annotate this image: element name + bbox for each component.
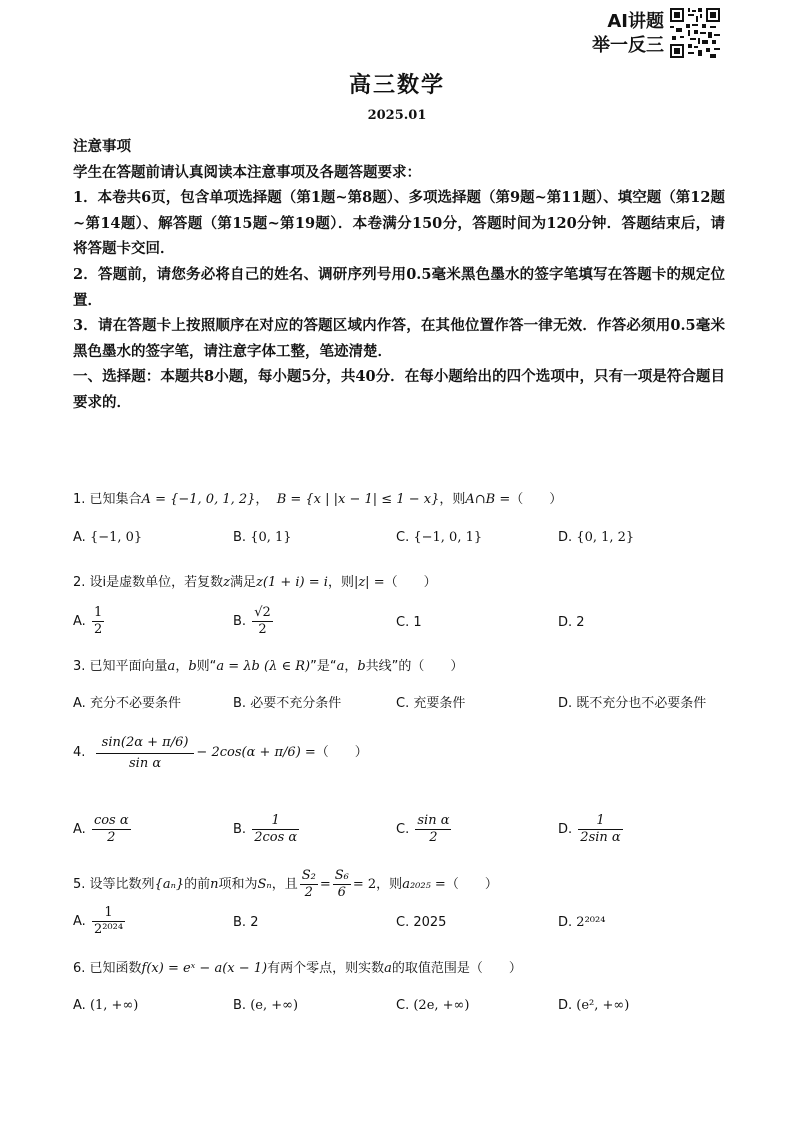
- q3-vec-b: b: [188, 659, 197, 674]
- q5-var-n: n: [210, 877, 219, 892]
- question-1: [73, 488, 733, 507]
- option-label: A.: [73, 822, 86, 837]
- q5-stem-c: 项和为: [218, 877, 258, 892]
- q3-stem-d: 共线”的（ ）: [365, 659, 464, 674]
- badge-text: [580, 10, 664, 58]
- fraction-num: 1: [252, 813, 299, 830]
- q3-option-d[interactable]: [558, 692, 706, 711]
- fraction-den: 6: [337, 885, 346, 900]
- q2-expr: z(1 + i) = i: [256, 575, 328, 590]
- option-label: D.: [558, 822, 573, 837]
- option-label: D.: [558, 615, 573, 630]
- option-value: (1, +∞): [89, 998, 139, 1013]
- fraction-den: 2: [429, 830, 438, 845]
- q1-option-d[interactable]: [558, 530, 634, 545]
- option-label: B.: [233, 614, 247, 629]
- option-value: 2: [576, 615, 585, 630]
- option-fraction: [252, 813, 299, 846]
- q3-option-a[interactable]: [73, 692, 181, 711]
- option-value: 充要条件: [413, 696, 466, 711]
- q2-blank: （ ）: [384, 575, 437, 590]
- q5-stem: 5. 设等比数列: [73, 877, 155, 892]
- fraction-den: 2: [93, 622, 103, 637]
- q1-set-b: B = {x | |x − 1| ≤ 1 − x}: [276, 492, 440, 507]
- q5-blank: （ ）: [445, 877, 498, 892]
- option-value: 1: [413, 615, 422, 630]
- q1-stem: 1. 已知集合: [73, 492, 142, 507]
- q1-blank: （ ）: [510, 492, 563, 507]
- fraction-den: 2: [304, 885, 313, 900]
- q2-option-c[interactable]: [396, 615, 422, 630]
- q4-blank: （ ）: [315, 745, 368, 760]
- q5-stem-b: 的前: [184, 877, 211, 892]
- notes-item-2: 2．答题前，请您务必将自己的姓名、调研序列号用0.5毫米黑色墨水的签字笔填写在答题卡的规定位置．: [73, 265, 725, 309]
- q2-stem: 2. 设i是虚数单位，若复数: [73, 575, 224, 590]
- q6-expr: f(x) = eˣ − a(x − 1): [141, 961, 268, 976]
- option-fraction: [415, 813, 451, 846]
- option-label: C.: [396, 822, 410, 837]
- q1-expr: A∩B =: [465, 492, 511, 507]
- q5-stem-e: ，则: [376, 877, 403, 892]
- q3-option-c[interactable]: [396, 692, 465, 711]
- option-value: (e, +∞): [250, 998, 299, 1013]
- badge-line1: AI讲题: [607, 11, 664, 32]
- option-value: {−1, 0, 1}: [413, 530, 483, 545]
- q6-option-d[interactable]: [558, 998, 629, 1013]
- option-label: D.: [558, 998, 573, 1013]
- q4-option-d[interactable]: [558, 813, 625, 846]
- option-value: {0, 1}: [250, 530, 292, 545]
- fraction-num: 1: [578, 813, 622, 830]
- qr-code-icon[interactable]: [670, 8, 720, 58]
- q1-stem-b: ，则: [439, 492, 466, 507]
- q4-option-b[interactable]: [233, 813, 301, 846]
- fraction-den: 2: [258, 622, 267, 637]
- option-value: (2e, +∞): [413, 998, 470, 1013]
- q5-eq2: = 2: [352, 877, 377, 892]
- q5-stem-d: ，且: [271, 877, 298, 892]
- q2-option-d[interactable]: [558, 615, 585, 630]
- q3-stem-b: 则“: [196, 659, 217, 674]
- q2-var-z: z: [223, 575, 231, 590]
- fraction-den: 2: [107, 830, 116, 845]
- q2-stem-b: 满足: [230, 575, 257, 590]
- q4-denominator: sin α: [128, 756, 162, 771]
- q3-sep2: ，: [344, 659, 358, 674]
- option-label: D.: [558, 530, 573, 545]
- fraction-num: 1: [93, 605, 103, 620]
- notes-intro: 学生在答题前请认真阅读本注意事项及各题答题要求：: [73, 163, 421, 181]
- option-label: C.: [396, 615, 410, 630]
- fraction-num: sin α: [417, 813, 450, 828]
- q1-set-a: A = {−1, 0, 1, 2}: [141, 492, 256, 507]
- q2-stem-c: ，则: [327, 575, 354, 590]
- q5-eq1: =: [319, 877, 331, 892]
- fraction-num: 1: [92, 905, 125, 922]
- q5-sn: Sₙ: [257, 877, 272, 892]
- fraction-den: 2sin α: [580, 830, 621, 845]
- q4-option-a[interactable]: [73, 813, 133, 846]
- option-fraction: [578, 813, 622, 846]
- q3-vec-a2: a: [336, 659, 345, 674]
- q4-rest: − 2cos(α + π/6) =: [196, 745, 316, 760]
- q5-option-c[interactable]: [396, 915, 446, 930]
- page-title: 高三数学: [348, 72, 445, 98]
- q6-option-a[interactable]: [73, 998, 138, 1013]
- fraction-num: S₆: [334, 868, 349, 883]
- badge-line2: 举一反三: [592, 35, 664, 56]
- q6-option-c[interactable]: [396, 998, 469, 1013]
- notes-item-1: 1．本卷共6页，包含单项选择题（第1题~第8题）、多项选择题（第9题~第11题）、填空题（第12题~第14题）、解答题（第15题~第19题）．本卷满分150分，答题时间为120分钟．答题结束后，请将答题卡交回．: [73, 189, 725, 258]
- notes-heading: 注意事项: [73, 138, 131, 155]
- q6-stem-c: 的取值范围是（ ）: [391, 961, 522, 976]
- q1-option-a[interactable]: [73, 530, 142, 545]
- fraction-num: S₂: [301, 868, 316, 883]
- option-label: C.: [396, 530, 410, 545]
- q1-option-c[interactable]: [396, 530, 482, 545]
- question-4: [73, 733, 733, 772]
- option-value: {−1, 0}: [89, 530, 143, 545]
- q3-vec-b2: b: [357, 659, 366, 674]
- q5-frac-2: [333, 868, 351, 901]
- q6-stem: 6. 已知函数: [73, 961, 142, 976]
- q5-frac-1: [300, 868, 318, 901]
- q6-var-a: a: [384, 961, 392, 976]
- option-value: 2²⁰²⁴: [576, 915, 606, 930]
- option-label: A.: [73, 914, 86, 929]
- exam-date: 2025.01: [367, 108, 427, 123]
- q1-option-b[interactable]: [233, 530, 292, 545]
- option-value: (e², +∞): [576, 998, 630, 1013]
- option-label: A.: [73, 530, 86, 545]
- option-label: C.: [396, 915, 410, 930]
- question-2: [73, 571, 733, 590]
- option-label: B.: [233, 696, 247, 711]
- q6-option-b[interactable]: [233, 998, 298, 1013]
- option-value: {0, 1, 2}: [576, 530, 635, 545]
- q3-expr: a = λb (λ ∈ R): [216, 659, 311, 674]
- fraction-den: 2²⁰²⁴: [93, 922, 124, 937]
- section-1-heading: 一、选择题：本题共8小题，每小题5分，共40分．在每小题给出的四个选项中，只有一项是符合题目要求的．: [73, 368, 725, 411]
- option-fraction: [92, 813, 131, 846]
- fraction-num: √2: [254, 605, 271, 620]
- q4-option-c[interactable]: [396, 813, 453, 846]
- question-6: [73, 957, 733, 976]
- q5-option-b[interactable]: [233, 915, 258, 930]
- q3-stem-c: ”是“: [310, 659, 337, 674]
- q2-expr2: |z| =: [353, 575, 385, 590]
- notes-item-3: 3．请在答题卡上按照顺序在对应的答题区域内作答，在其他位置作答一律无效．作答必须用0.5毫米黑色墨水的签字笔，请注意字体工整，笔迹清楚．: [73, 317, 725, 360]
- q1-sep: ，: [255, 492, 269, 507]
- option-label: A.: [73, 614, 86, 629]
- option-label: B.: [233, 530, 247, 545]
- option-label: C.: [396, 998, 410, 1013]
- fraction-num: cos α: [93, 813, 129, 828]
- q2-option-b[interactable]: [233, 605, 275, 638]
- option-value: 2: [250, 915, 259, 930]
- q5-target: a₂₀₂₅ =: [402, 877, 446, 892]
- q3-vec-a: a: [167, 659, 176, 674]
- q3-sep: ，: [175, 659, 189, 674]
- option-label: A.: [73, 998, 86, 1013]
- q4-fraction: [96, 733, 195, 772]
- option-label: D.: [558, 696, 573, 711]
- q4-number: 4.: [73, 745, 86, 760]
- q5-option-a[interactable]: [73, 905, 127, 938]
- fraction-den: 2cos α: [254, 830, 298, 845]
- option-label: B.: [233, 915, 247, 930]
- option-label: D.: [558, 915, 573, 930]
- option-value: 2025: [413, 915, 447, 930]
- option-fraction: [92, 905, 125, 938]
- option-label: B.: [233, 822, 247, 837]
- notes-section: [73, 134, 725, 416]
- option-fraction: [92, 605, 104, 638]
- q3-stem: 3. 已知平面向量: [73, 659, 168, 674]
- option-value: 充分不必要条件: [89, 696, 181, 711]
- q5-seq: {aₙ}: [154, 877, 185, 892]
- option-value: 既不充分也不必要条件: [576, 696, 707, 711]
- q4-numerator: sin(2α + π/6): [96, 733, 195, 754]
- q6-stem-b: 有两个零点，则实数: [267, 961, 385, 976]
- option-fraction: [252, 605, 273, 638]
- q3-option-b[interactable]: [233, 692, 341, 711]
- question-3: [73, 655, 733, 674]
- option-label: C.: [396, 696, 410, 711]
- q2-option-a[interactable]: [73, 605, 106, 638]
- option-label: A.: [73, 696, 86, 711]
- option-value: 必要不充分条件: [250, 696, 342, 711]
- ai-badge: [580, 8, 720, 60]
- option-label: B.: [233, 998, 247, 1013]
- question-5: [73, 868, 733, 901]
- q5-option-d[interactable]: [558, 915, 605, 930]
